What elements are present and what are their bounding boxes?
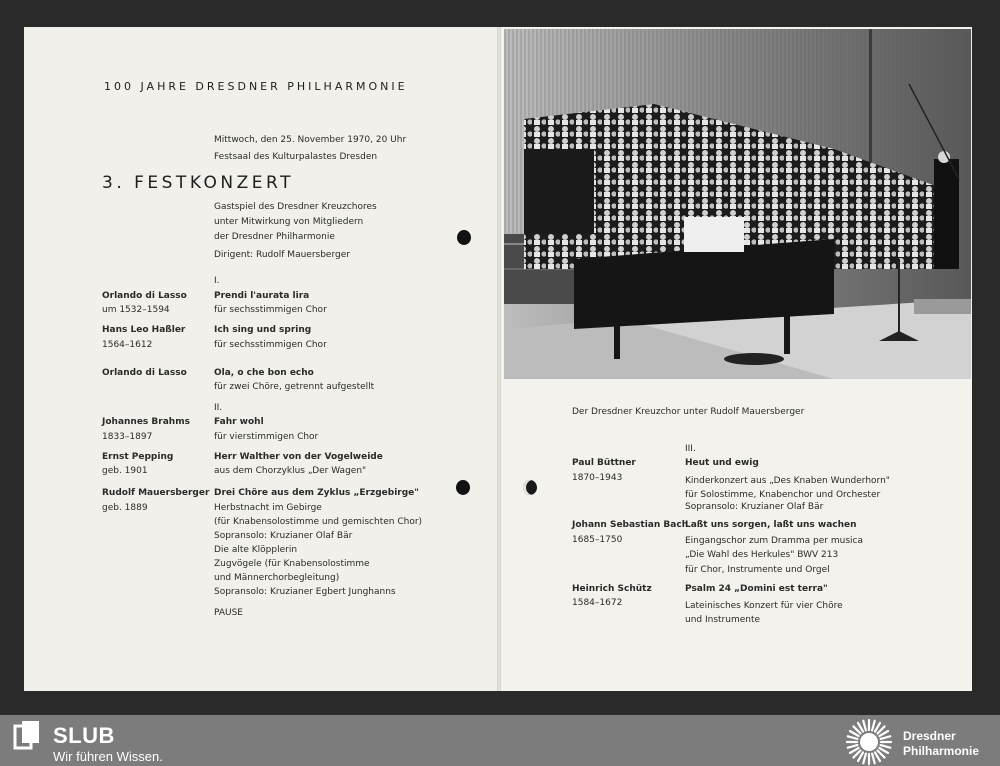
composer-years: 1564–1612 — [102, 340, 153, 350]
guest-line: unter Mitwirkung von Mitgliedern — [214, 217, 364, 227]
composer-name: Hans Leo Haßler — [102, 325, 186, 335]
part-heading: II. — [214, 403, 223, 413]
work-title: Fahr wohl — [214, 417, 264, 427]
work-desc: Sopransolo: Kruzianer Olaf Bär — [685, 502, 824, 512]
punch-hole — [523, 480, 537, 495]
slub-name: SLUB — [53, 723, 115, 748]
composer-years: geb. 1889 — [102, 503, 148, 513]
composer-years: geb. 1901 — [102, 466, 148, 476]
work-desc: für sechsstimmigen Chor — [214, 305, 327, 315]
part-heading: I. — [214, 276, 220, 286]
composer-name: Paul Büttner — [572, 458, 636, 468]
work-desc: für vierstimmigen Chor — [214, 432, 319, 442]
composer-name: Ernst Pepping — [102, 452, 174, 462]
work-desc: aus dem Chorzyklus „Der Wagen" — [214, 466, 367, 476]
guest-line: der Dresdner Philharmonie — [214, 232, 335, 242]
punch-hole — [457, 230, 471, 245]
composer-name: Rudolf Mauersberger — [102, 488, 210, 498]
work-desc: Lateinisches Konzert für vier Chöre — [685, 601, 843, 611]
work-title: Drei Chöre aus dem Zyklus „Erzgebirge" — [214, 488, 419, 498]
work-title: Heut und ewig — [685, 458, 759, 468]
page-header: 100 JAHRE DRESDNER PHILHARMONIE — [104, 80, 408, 93]
work-title: Ola, o che bon echo — [214, 368, 314, 378]
work-desc: und Männerchorbegleitung) — [214, 573, 340, 583]
work-desc: Kinderkonzert aus „Des Knaben Wunderhorn" — [685, 476, 890, 486]
work-desc: für zwei Chöre, getrennt aufgestellt — [214, 382, 375, 392]
logo-ray — [848, 736, 858, 739]
choir-photo — [504, 29, 971, 379]
philharmonie-name-line2: Philharmonie — [903, 744, 980, 758]
composer-years: 1685–1750 — [572, 535, 623, 545]
slub-logo-icon — [13, 720, 41, 750]
work-desc: Zugvögele (für Knabensolostimme — [214, 559, 370, 569]
work-title: Psalm 24 „Domini est terra" — [685, 584, 828, 594]
pause-label: PAUSE — [214, 608, 243, 618]
concert-title: 3. FESTKONZERT — [102, 173, 294, 193]
logo-ray — [881, 736, 891, 739]
slub-tagline: Wir führen Wissen. — [53, 749, 163, 764]
work-desc: Die alte Klöpplerin — [214, 545, 298, 555]
work-desc: für Chor, Instrumente und Orgel — [685, 565, 830, 575]
work-desc: „Die Wahl des Herkules" BWV 213 — [685, 550, 839, 560]
part-heading: III. — [685, 444, 696, 454]
conductor-line: Dirigent: Rudolf Mauersberger — [214, 250, 350, 260]
logo-ray — [863, 754, 866, 764]
composer-years: 1833–1897 — [102, 432, 153, 442]
composer-name: Heinrich Schütz — [572, 584, 652, 594]
composer-name: Johannes Brahms — [102, 417, 190, 427]
photo-caption: Der Dresdner Kreuzchor unter Rudolf Mauersberger — [572, 407, 805, 417]
work-title: Laßt uns sorgen, laßt uns wachen — [685, 520, 857, 530]
logo-ray — [872, 754, 875, 764]
work-desc: für sechsstimmigen Chor — [214, 340, 327, 350]
logo-ray — [872, 721, 875, 731]
logo-ray — [848, 745, 858, 748]
punch-hole — [456, 480, 470, 495]
date-line: Mittwoch, den 25. November 1970, 20 Uhr — [214, 135, 407, 145]
work-desc: für Solostimme, Knabenchor und Orchester — [685, 490, 881, 500]
work-desc: und Instrumente — [685, 615, 761, 625]
work-desc: Sopransolo: Kruzianer Egbert Junghanns — [214, 587, 396, 597]
venue-line: Festsaal des Kulturpalastes Dresden — [214, 152, 378, 162]
work-desc: Herbstnacht im Gebirge — [214, 503, 322, 513]
work-title: Prendi l'aurata lira — [214, 291, 310, 301]
philharmonie-name-line1: Dresdner — [903, 729, 956, 743]
composer-name: Orlando di Lasso — [102, 368, 187, 378]
composer-years: um 1532–1594 — [102, 305, 170, 315]
work-desc: Sopransolo: Kruzianer Olaf Bär — [214, 531, 353, 541]
composer-name: Orlando di Lasso — [102, 291, 187, 301]
guest-line: Gastspiel des Dresdner Kreuzchores — [214, 202, 377, 212]
logo-ray — [863, 721, 866, 731]
dresdner-philharmonie-logo-icon — [843, 717, 895, 766]
work-title: Herr Walther von der Vogelweide — [214, 452, 383, 462]
work-desc: Eingangschor zum Dramma per musica — [685, 536, 863, 546]
work-title: Ich sing und spring — [214, 325, 312, 335]
page-fold — [497, 27, 501, 691]
logo-ray — [881, 745, 891, 748]
work-desc: (für Knabensolostimme und gemischten Chor) — [214, 517, 423, 527]
composer-name: Johann Sebastian Bach — [572, 520, 689, 530]
composer-years: 1584–1672 — [572, 598, 623, 608]
composer-years: 1870–1943 — [572, 473, 623, 483]
